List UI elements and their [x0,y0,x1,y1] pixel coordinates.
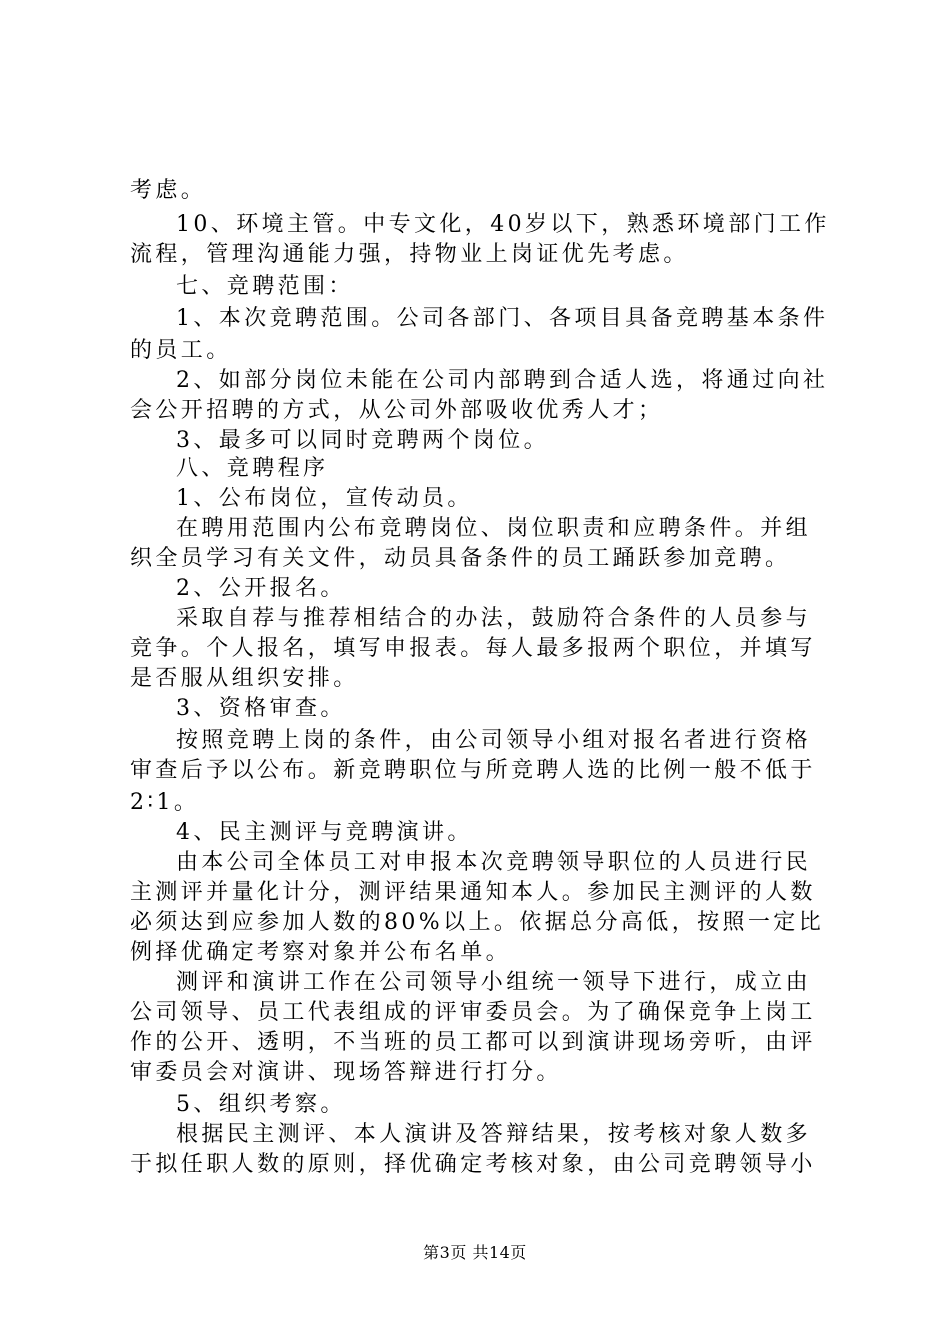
text-line: 的员工。 [130,338,232,363]
text-line: 公司领导、员工代表组成的评审委员会。为了确保竞争上岗工 [130,1000,816,1025]
text-line: 根据民主测评、本人演讲及答辩结果，按考核对象人数多 [176,1122,812,1147]
text-line: 是否服从组织安排。 [130,666,359,691]
section-heading: 八、竞聘程序 [176,456,329,481]
text-line: 2、如部分岗位未能在公司内部聘到合适人选，将通过向社 [176,368,829,393]
text-line: 会公开招聘的方式，从公司外部吸收优秀人才； [130,398,664,423]
text-line: 审查后予以公布。新竞聘职位与所竞聘人选的比例一般不低于 [130,758,816,783]
text-line: 流程，管理沟通能力强，持物业上岗证优先考虑。 [130,242,689,267]
text-line: 按照竞聘上岗的条件，由公司领导小组对报名者进行资格 [176,728,812,753]
text-line: 测评和演讲工作在公司领导小组统一领导下进行，成立由 [176,970,812,995]
text-line: 3、最多可以同时竞聘两个岗位。 [176,428,549,453]
text-line: 考虑。 [130,178,207,203]
text-line: 2∶1。 [130,790,200,815]
text-line: 于拟任职人数的原则，择优确定考核对象，由公司竞聘领导小 [130,1152,816,1177]
text-line: 例择优确定考察对象并公布名单。 [130,940,512,965]
text-line: 主测评并量化计分，测评结果通知本人。参加民主测评的人数 [130,880,816,905]
text-line: 织全员学习有关文件，动员具备条件的员工踊跃参加竞聘。 [130,546,791,571]
text-line: 3、资格审查。 [176,696,346,721]
text-line: 必须达到应参加人数的80%以上。依据总分高低，按照一定比 [130,910,825,935]
text-line: 4、民主测评与竞聘演讲。 [176,820,473,845]
text-line: 由本公司全体员工对申报本次竞聘领导职位的人员进行民 [176,850,812,875]
text-line: 2、公开报名。 [176,576,346,601]
page-number-footer: 第3页 共14页 [423,1243,527,1262]
text-line: 10、环境主管。中专文化，40岁以下，熟悉环境部门工作 [176,212,830,237]
section-heading: 七、竞聘范围： [176,274,354,299]
text-line: 竞争。个人报名，填写申报表。每人最多报两个职位，并填写 [130,636,816,661]
text-line: 在聘用范围内公布竞聘岗位、岗位职责和应聘条件。并组 [176,516,812,541]
text-line: 1、公布岗位，宣传动员。 [176,486,473,511]
text-line: 审委员会对演讲、现场答辩进行打分。 [130,1060,562,1085]
text-line: 采取自荐与推荐相结合的办法，鼓励符合条件的人员参与 [176,606,812,631]
text-line: 5、组织考察。 [176,1092,346,1117]
text-line: 1、本次竞聘范围。公司各部门、各项目具备竞聘基本条件 [176,306,829,331]
text-line: 作的公开、透明，不当班的员工都可以到演讲现场旁听，由评 [130,1030,816,1055]
